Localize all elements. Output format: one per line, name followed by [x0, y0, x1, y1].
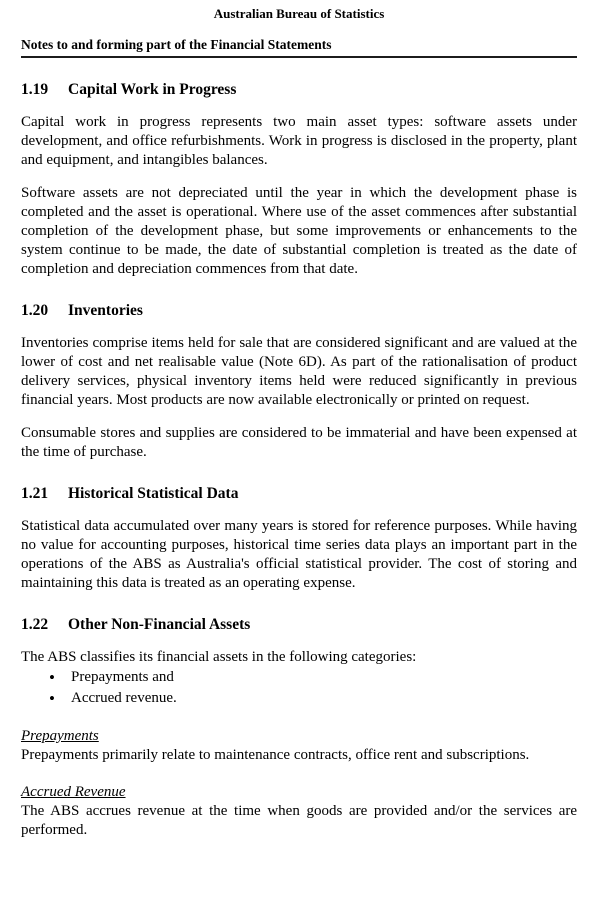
list-item: • Prepayments and	[49, 667, 577, 688]
section-inventories	[21, 301, 577, 462]
section-number: 1.20	[21, 302, 49, 319]
section-number: 1.22	[21, 616, 49, 633]
section-number: 1.19	[21, 81, 49, 98]
section-heading	[21, 615, 577, 634]
paragraph: Inventories comprise items held for sale that are considered significant and are valued at the lower of cost and net realisable value (Note 6D). As part of the rationalisation of product delivery services, physical inventory items held were reduced significantly in previous financial years. Most products are now available electronically or printed on request.	[21, 335, 577, 408]
paragraph: The ABS accrues revenue at the time when goods are provided and/or the services are performed.	[21, 803, 577, 838]
section-capital-work-in-progress	[21, 80, 577, 279]
paragraph: Software assets are not depreciated until the year in which the development phase is completed and the asset is operational. Where use of the asset commences after substantial completion of the development phase, but some improvements or enhancements to the system continue to be made, the date of substantial completion is treated as the date of completion and depreciation commences from that date.	[21, 185, 577, 277]
section-historical-statistical-data	[21, 484, 577, 593]
paragraph: Statistical data accumulated over many years is stored for reference purposes. While having no value for accounting purposes, historical time series data plays an important part in the operations of the ABS as Australia's official statistical provider. The cost of storing and maintaining this data is treated as an operating expense.	[21, 518, 577, 591]
subsection-heading-accrued-revenue: Accrued Revenue	[21, 784, 126, 800]
section-title: Other Non-Financial Assets	[68, 616, 251, 633]
section-number: 1.21	[21, 485, 49, 502]
subsection-heading-prepayments: Prepayments	[21, 728, 99, 744]
paragraph: Consumable stores and supplies are considered to be immaterial and have been expensed at the time of purchase.	[21, 425, 577, 460]
section-heading	[21, 301, 577, 320]
section-heading	[21, 484, 577, 503]
section-title: Historical Statistical Data	[68, 485, 239, 502]
document-subheader: Notes to and forming part of the Financial Statements	[21, 37, 577, 58]
section-title: Inventories	[68, 302, 143, 319]
section-heading	[21, 80, 577, 99]
section-title: Capital Work in Progress	[68, 81, 237, 98]
paragraph: Capital work in progress represents two main asset types: software assets under development, and office refurbishments. Work in progress is disclosed in the property, plant and equipment, and intangibles balances.	[21, 114, 577, 168]
asset-category-list	[21, 667, 577, 709]
list-item: • Accrued revenue.	[49, 688, 577, 709]
paragraph: The ABS classifies its financial assets in the following categories:	[21, 649, 417, 665]
document-title: Australian Bureau of Statistics	[213, 6, 385, 21]
paragraph: Prepayments primarily relate to maintenance contracts, office rent and subscriptions.	[21, 747, 530, 763]
section-other-non-financial-assets	[21, 615, 577, 840]
